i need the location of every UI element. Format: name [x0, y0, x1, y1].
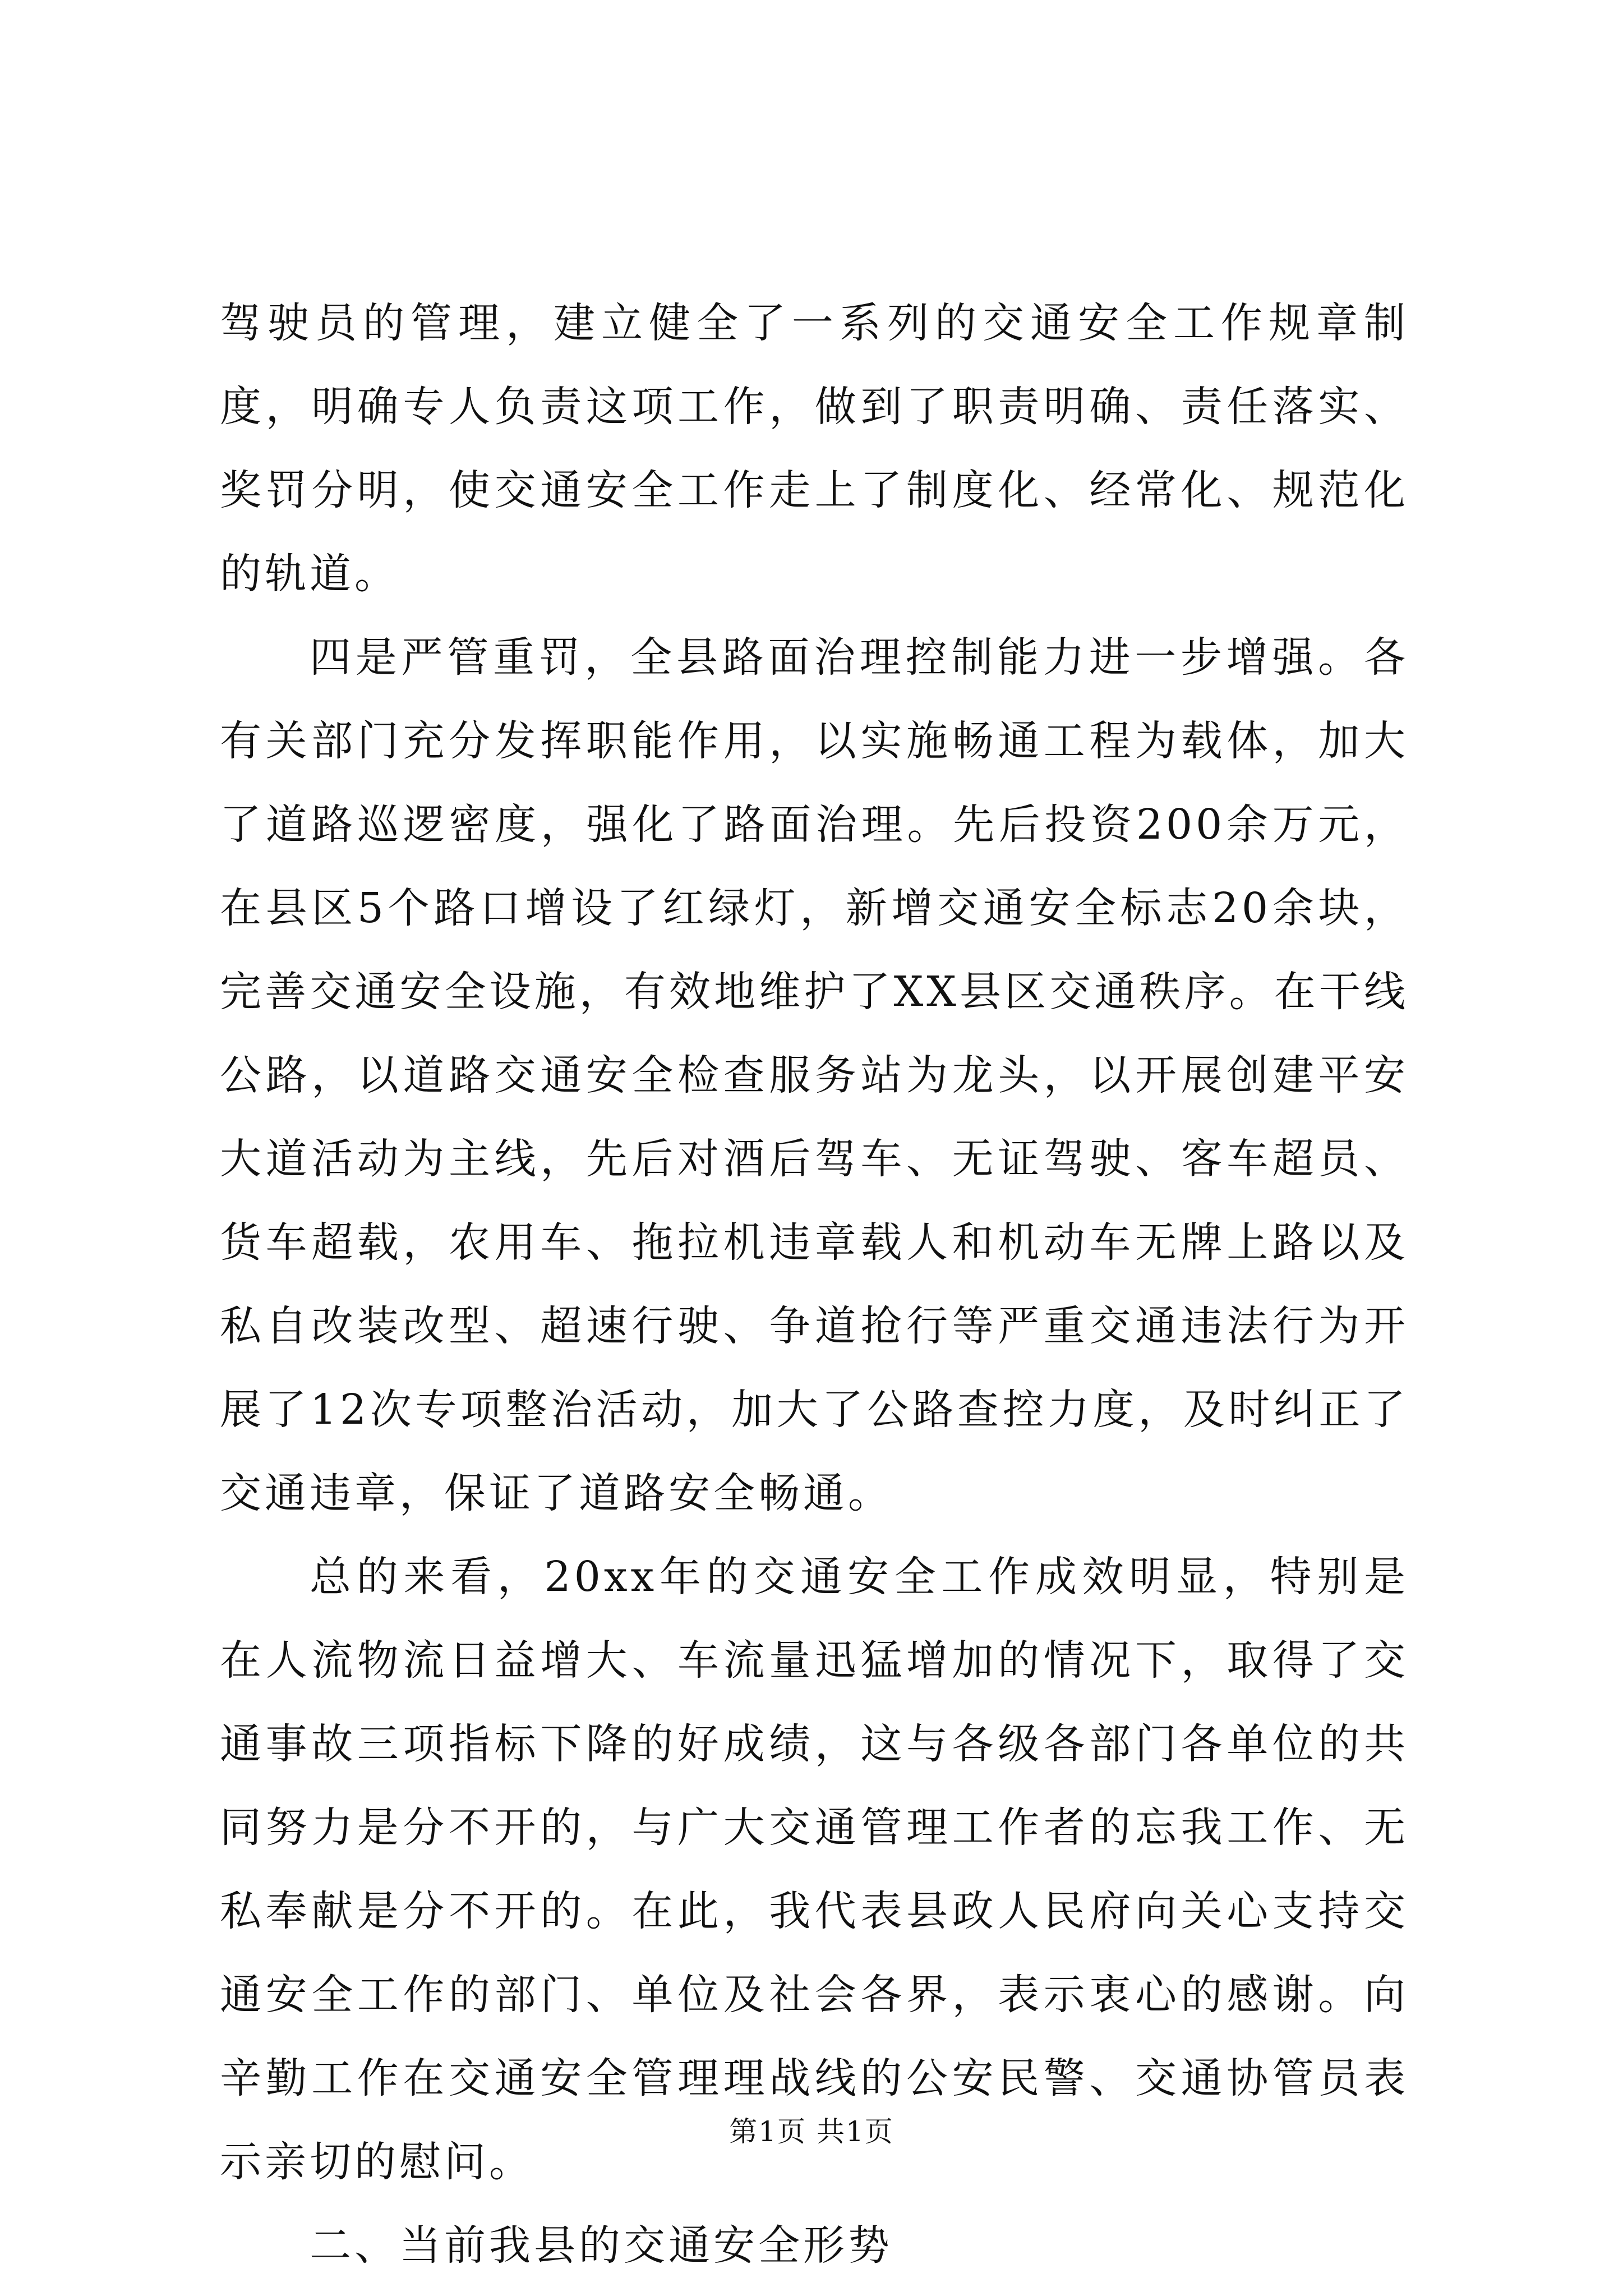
page-footer: 第1页 共1页 [729, 2115, 894, 2148]
paragraph-summary: 总的来看，20xx年的交通安全工作成效明显，特别是在人流物流日益增大、车流量迅猛增加的情况下，取得了交通事故三项指标下降的好成绩，这与各级各部门各单位的共同努力是分不开的，与广大交通管理工作者的忘我工作、无私奉献是分不开的。在此，我代表县政人民府向关心支持交通安全工作的部门、单位及社会各界，表示衷心的感谢。向辛勤工作在交通安全管理理战线的公安民警、交通协管员表示亲切的慰问。 [220, 1553, 1409, 2186]
paragraph-strict-enforcement: 四是严管重罚，全县路面治理控制能力进一步增强。各有关部门充分发挥职能作用，以实施畅通工程为载体，加大了道路巡逻密度，强化了路面治理。先后投资200余万元，在县区5个路口增设了红绿灯，新增交通安全标志20余块，完善交通安全设施，有效地维护了XX县区交通秩序。在干线公路，以道路交通安全检查服务站为龙头，以开展创建平安大道活动为主线，先后对酒后驾车、无证驾驶、客车超员、货车超载，农用车、拖拉机违章载人和机动车无牌上路以及私自改装改型、超速行驶、争道抢行等严重交通违法行为开展了12次专项整治活动，加大了公路查控力度，及时纠正了交通违章，保证了道路安全畅通。 [220, 633, 1409, 1517]
paragraph-continuation: 驾驶员的管理，建立健全了一系列的交通安全工作规章制度，明确专人负责这项工作，做到了职责明确、责任落实、奖罚分明，使交通安全工作走上了制度化、经常化、规范化的轨道。 [220, 299, 1409, 598]
section-heading: 二、当前我县的交通安全形势 [310, 2221, 893, 2270]
document-body [220, 282, 1409, 2288]
